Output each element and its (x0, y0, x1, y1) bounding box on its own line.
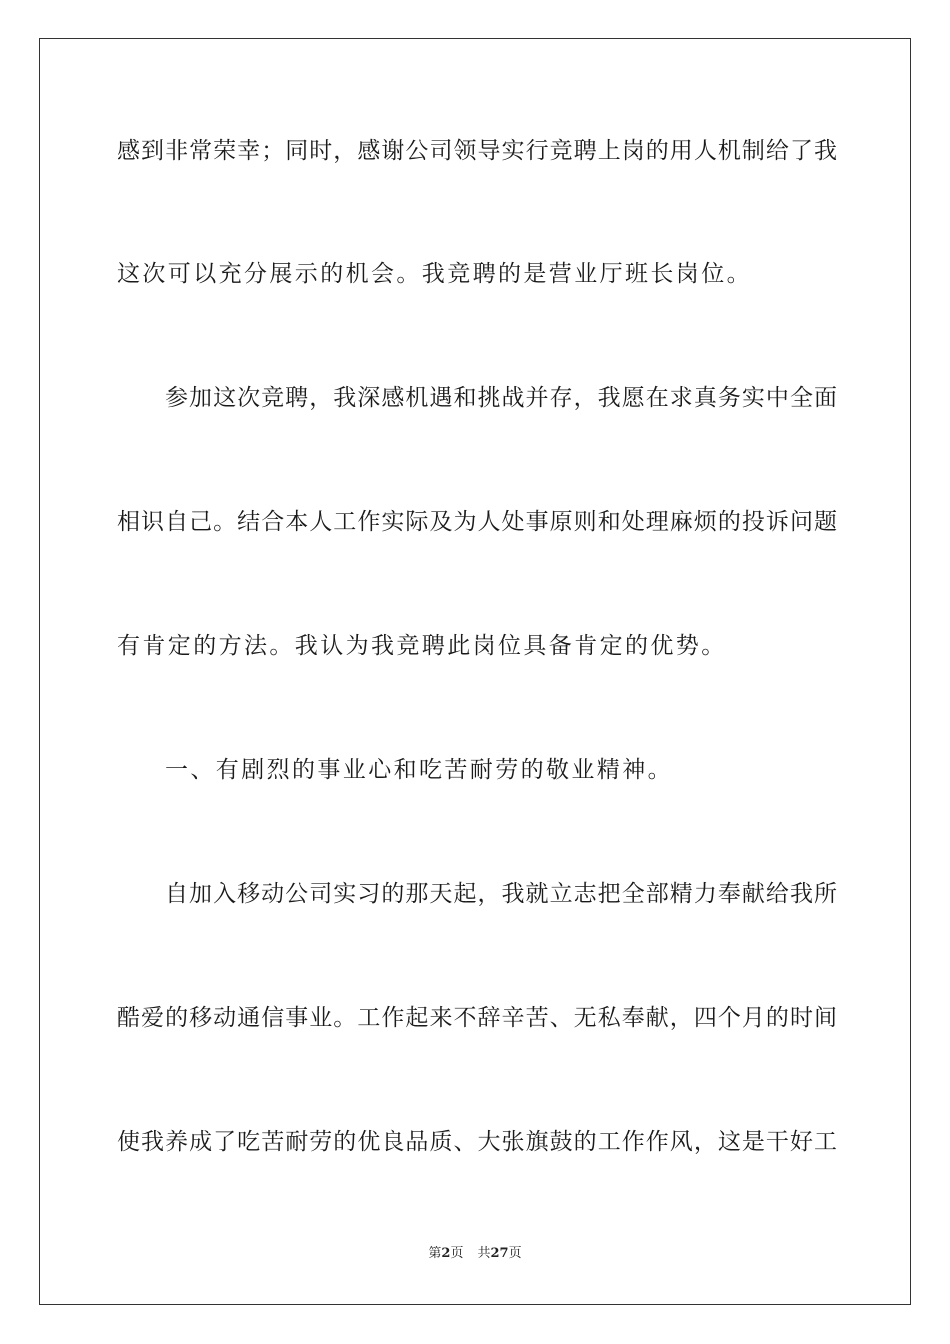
section-heading: 一、有剧烈的事业心和吃苦耐劳的敬业精神。 (165, 757, 673, 783)
page-footer (0, 1245, 950, 1263)
body-line-9: 使我养成了吃苦耐劳的优良品质、大张旗鼓的工作作风，这是干好工 (117, 1129, 837, 1155)
page-prefix: 第 (428, 1246, 442, 1261)
body-line-7: 自加入移动公司实习的那天起，我就立志把全部精力奉献给我所 (165, 881, 837, 907)
page-suffix: 页 (450, 1246, 464, 1261)
body-line-4: 相识自己。结合本人工作实际及为人处事原则和处理麻烦的投诉问题 (117, 509, 837, 535)
page-total: 27 (490, 1246, 509, 1261)
body-line-8: 酷爱的移动通信事业。工作起来不辞辛苦、无私奉献，四个月的时间 (117, 1005, 837, 1031)
total-prefix: 共 (477, 1246, 491, 1261)
total-suffix: 页 (508, 1246, 522, 1261)
page-current: 2 (441, 1246, 451, 1261)
body-line-5: 有肯定的方法。我认为我竞聘此岗位具备肯定的优势。 (117, 633, 727, 659)
body-line-3: 参加这次竞聘，我深感机遇和挑战并存，我愿在求真务实中全面 (165, 385, 837, 411)
body-line-2: 这次可以充分展示的机会。我竞聘的是营业厅班长岗位。 (117, 261, 752, 287)
body-line-1: 感到非常荣幸；同时，感谢公司领导实行竞聘上岗的用人机制给了我 (117, 138, 837, 164)
page-border (39, 38, 911, 1305)
